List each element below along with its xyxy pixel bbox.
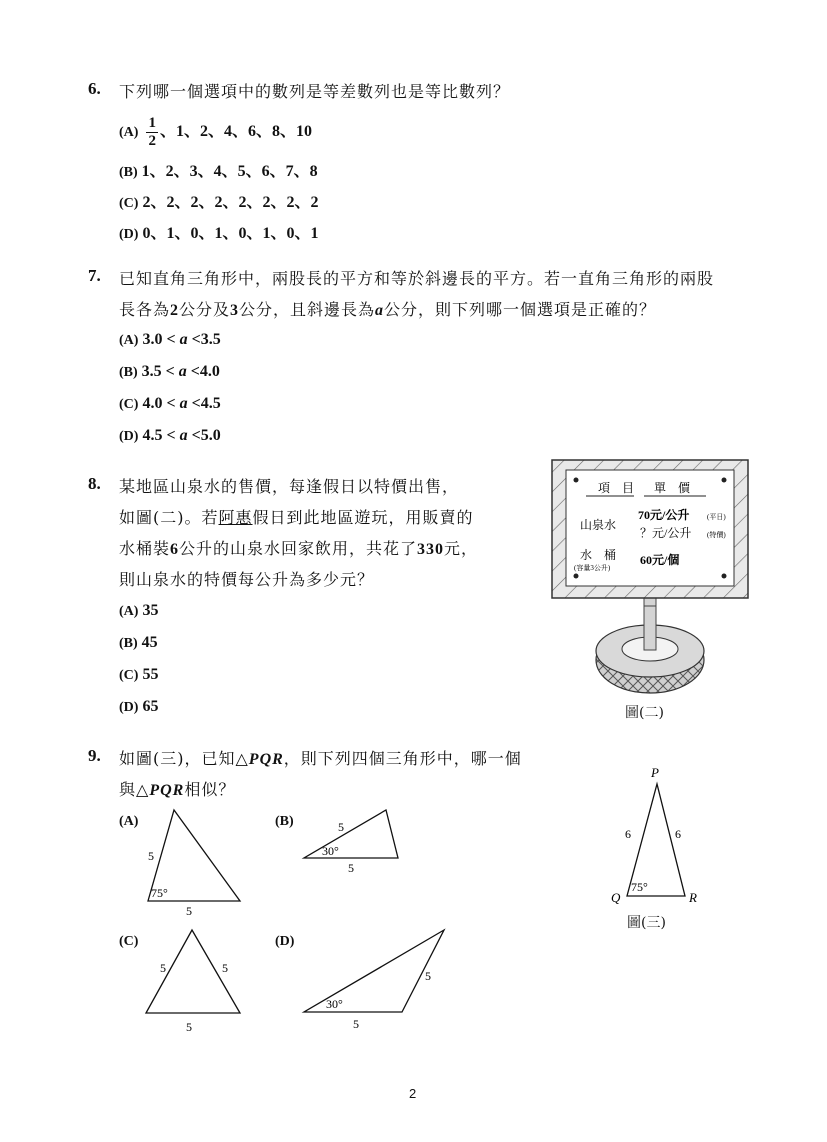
text: 如圖(二)。若 [119, 508, 219, 527]
triangle-b-side-top: 5 [338, 820, 344, 834]
triangle-c-side-left: 5 [160, 961, 166, 975]
sign-row1-note1: (平日) [707, 513, 726, 521]
option-text: 1、2、3、4、5、6、7、8 [141, 163, 318, 180]
q8-line3 [119, 536, 478, 559]
option-label: (A) [119, 333, 139, 348]
q8-option-c [119, 666, 158, 684]
vertex-q: Q [611, 890, 621, 905]
triangle-a-side-left: 5 [148, 849, 154, 863]
vertex-p: P [651, 765, 659, 780]
triangle-b [300, 800, 406, 880]
option-low: 3.5 [141, 363, 162, 380]
q7-option-b: (B) 3.5 < a <4.0 [119, 363, 220, 380]
option-label: (C) [119, 668, 139, 683]
triangle-c-side-bottom: 5 [186, 1020, 192, 1034]
text: 公升的山泉水回家飲用，共花了 [179, 539, 418, 558]
sign-row1-price1: 70元/公升 [638, 508, 690, 522]
option-label: (C) [119, 196, 139, 211]
variable: a [375, 302, 385, 319]
q9-option-b-label [275, 812, 298, 830]
q8-line1: 某地區山泉水的售價，每逢假日以特價出售， [119, 477, 460, 496]
triangle-pqr-figure [605, 760, 715, 910]
sign-row1-price2: ？元/公升 [640, 526, 692, 540]
text: 與△ [119, 780, 150, 799]
option-label: (C) [119, 934, 139, 949]
triangle-a [140, 800, 250, 922]
q8-number: 8. [88, 474, 101, 493]
q6-text: 下列哪一個選項中的數列是等差數列也是等比數列？ [119, 82, 511, 101]
triangle-b-side-bottom: 5 [348, 861, 354, 875]
side-pq: 6 [625, 827, 631, 841]
option-text: 2、2、2、2、2、2、2、2 [142, 194, 319, 211]
text: 公分及 [179, 300, 231, 319]
q7-option-d: (D) 4.5 < a <5.0 [119, 427, 221, 444]
option-label: (B) [119, 365, 138, 380]
option-label: (A) [119, 125, 139, 141]
sign-row2-sub: (容量3公升) [574, 564, 611, 572]
option-label: (A) [119, 604, 139, 619]
option-label: (D) [119, 700, 139, 715]
side-pr: 6 [675, 827, 681, 841]
triangle-name: PQR [248, 751, 284, 768]
option-label: (B) [119, 636, 138, 651]
option-low: 4.0 [142, 395, 163, 412]
q9-number: 9. [88, 746, 101, 765]
option-label: (A) [119, 814, 139, 829]
text: 水桶裝 [119, 539, 171, 558]
q7-number: 7. [88, 266, 101, 285]
option-label: (B) [275, 814, 294, 829]
q9-option-d-label [275, 932, 298, 950]
option-low: 4.5 [142, 427, 163, 444]
person-name: 阿惠 [218, 508, 253, 527]
figure-3-caption: 圖(三) [627, 915, 666, 931]
triangle-c-side-right: 5 [222, 961, 228, 975]
text: 公分，則下列哪一個選項是正確的？ [384, 300, 657, 319]
angle-q: 75° [631, 880, 648, 894]
q8-option-d [119, 698, 158, 716]
q6-option-b [119, 158, 318, 181]
q9-line2 [119, 777, 235, 800]
option-var: a [179, 395, 188, 412]
q9-option-c-label [119, 932, 142, 950]
sign-row1-item: 山泉水 [580, 518, 617, 532]
q8-option-a [119, 602, 158, 620]
triangle-a-side-bottom: 5 [186, 904, 192, 918]
fraction [146, 116, 158, 149]
figure-2-caption: 圖(二) [625, 705, 664, 721]
option-label: (C) [119, 397, 139, 412]
q6-option-a [119, 116, 312, 149]
vertex-r: R [689, 890, 697, 905]
q9-option-a-label [119, 812, 142, 830]
option-text: 45 [141, 634, 158, 651]
text: 公分，且斜邊長為 [239, 300, 376, 319]
fraction-numerator: 1 [148, 115, 156, 131]
option-var: a [179, 427, 188, 444]
q8-line4: 則山泉水的特價每公升為多少元？ [119, 570, 375, 589]
triangle-c [140, 922, 250, 1038]
option-high: 3.5 [200, 331, 221, 348]
sign-col-price: 單 價 [654, 481, 691, 495]
option-text: 0、1、0、1、0、1、0、1 [142, 225, 319, 242]
q7-option-c: (C) 4.0 < a <4.5 [119, 395, 221, 412]
triangle-name: PQR [149, 782, 185, 799]
option-label: (D) [275, 934, 295, 949]
number: 3 [230, 302, 240, 319]
q8-option-b [119, 634, 158, 652]
number: 6 [170, 541, 180, 558]
q6-option-d [119, 220, 318, 243]
option-text: 35 [142, 602, 159, 619]
option-high: 4.5 [200, 395, 221, 412]
text: ，則下列四個三角形中，哪一個 [283, 749, 522, 768]
fraction-denominator: 2 [148, 133, 156, 149]
triangle-d-side-bottom: 5 [353, 1017, 359, 1031]
option-label: (B) [119, 165, 138, 180]
q6-number: 6. [88, 79, 101, 98]
triangle-d-angle: 30° [326, 997, 343, 1011]
option-text: 65 [142, 698, 159, 715]
q7-option-a: (A) 3.0 < a <3.5 [119, 331, 221, 348]
option-high: 5.0 [200, 427, 221, 444]
option-var: a [179, 331, 188, 348]
triangle-d-side-right: 5 [425, 969, 431, 983]
option-high: 4.0 [199, 363, 220, 380]
text: 如圖(三)，已知△ [119, 749, 249, 768]
q7-line2 [119, 297, 656, 320]
option-label: (D) [119, 227, 139, 242]
page-number: 2 [409, 1086, 417, 1101]
text: 假日到此地區遊玩，用販賣的 [252, 508, 474, 527]
option-text: 、1、2、4、6、8、10 [159, 123, 312, 141]
sign-row1-note2: (特價) [707, 531, 726, 539]
q9-line1 [119, 746, 522, 769]
option-low: 3.0 [142, 331, 163, 348]
sign-col-item: 項 目 [598, 481, 635, 495]
q8-line2 [119, 505, 474, 528]
price-sign-figure [548, 456, 754, 698]
text: 長各為 [119, 300, 171, 319]
sign-row2-item: 水 桶 [580, 548, 617, 562]
triangle-b-angle: 30° [322, 844, 339, 858]
q7-line1: 已知直角三角形中，兩股長的平方和等於斜邊長的平方。若一直角三角形的兩股 [119, 269, 715, 288]
number: 330 [417, 541, 445, 558]
number: 2 [170, 302, 180, 319]
option-text: 55 [142, 666, 159, 683]
option-label: (D) [119, 429, 139, 444]
triangle-a-angle: 75° [151, 886, 168, 900]
sign-row2-price: 60元/個 [640, 553, 680, 567]
q6-option-c [119, 189, 318, 212]
option-var: a [178, 363, 187, 380]
text: 相似？ [184, 780, 236, 799]
triangle-d [300, 922, 450, 1038]
text: 元， [444, 539, 479, 558]
